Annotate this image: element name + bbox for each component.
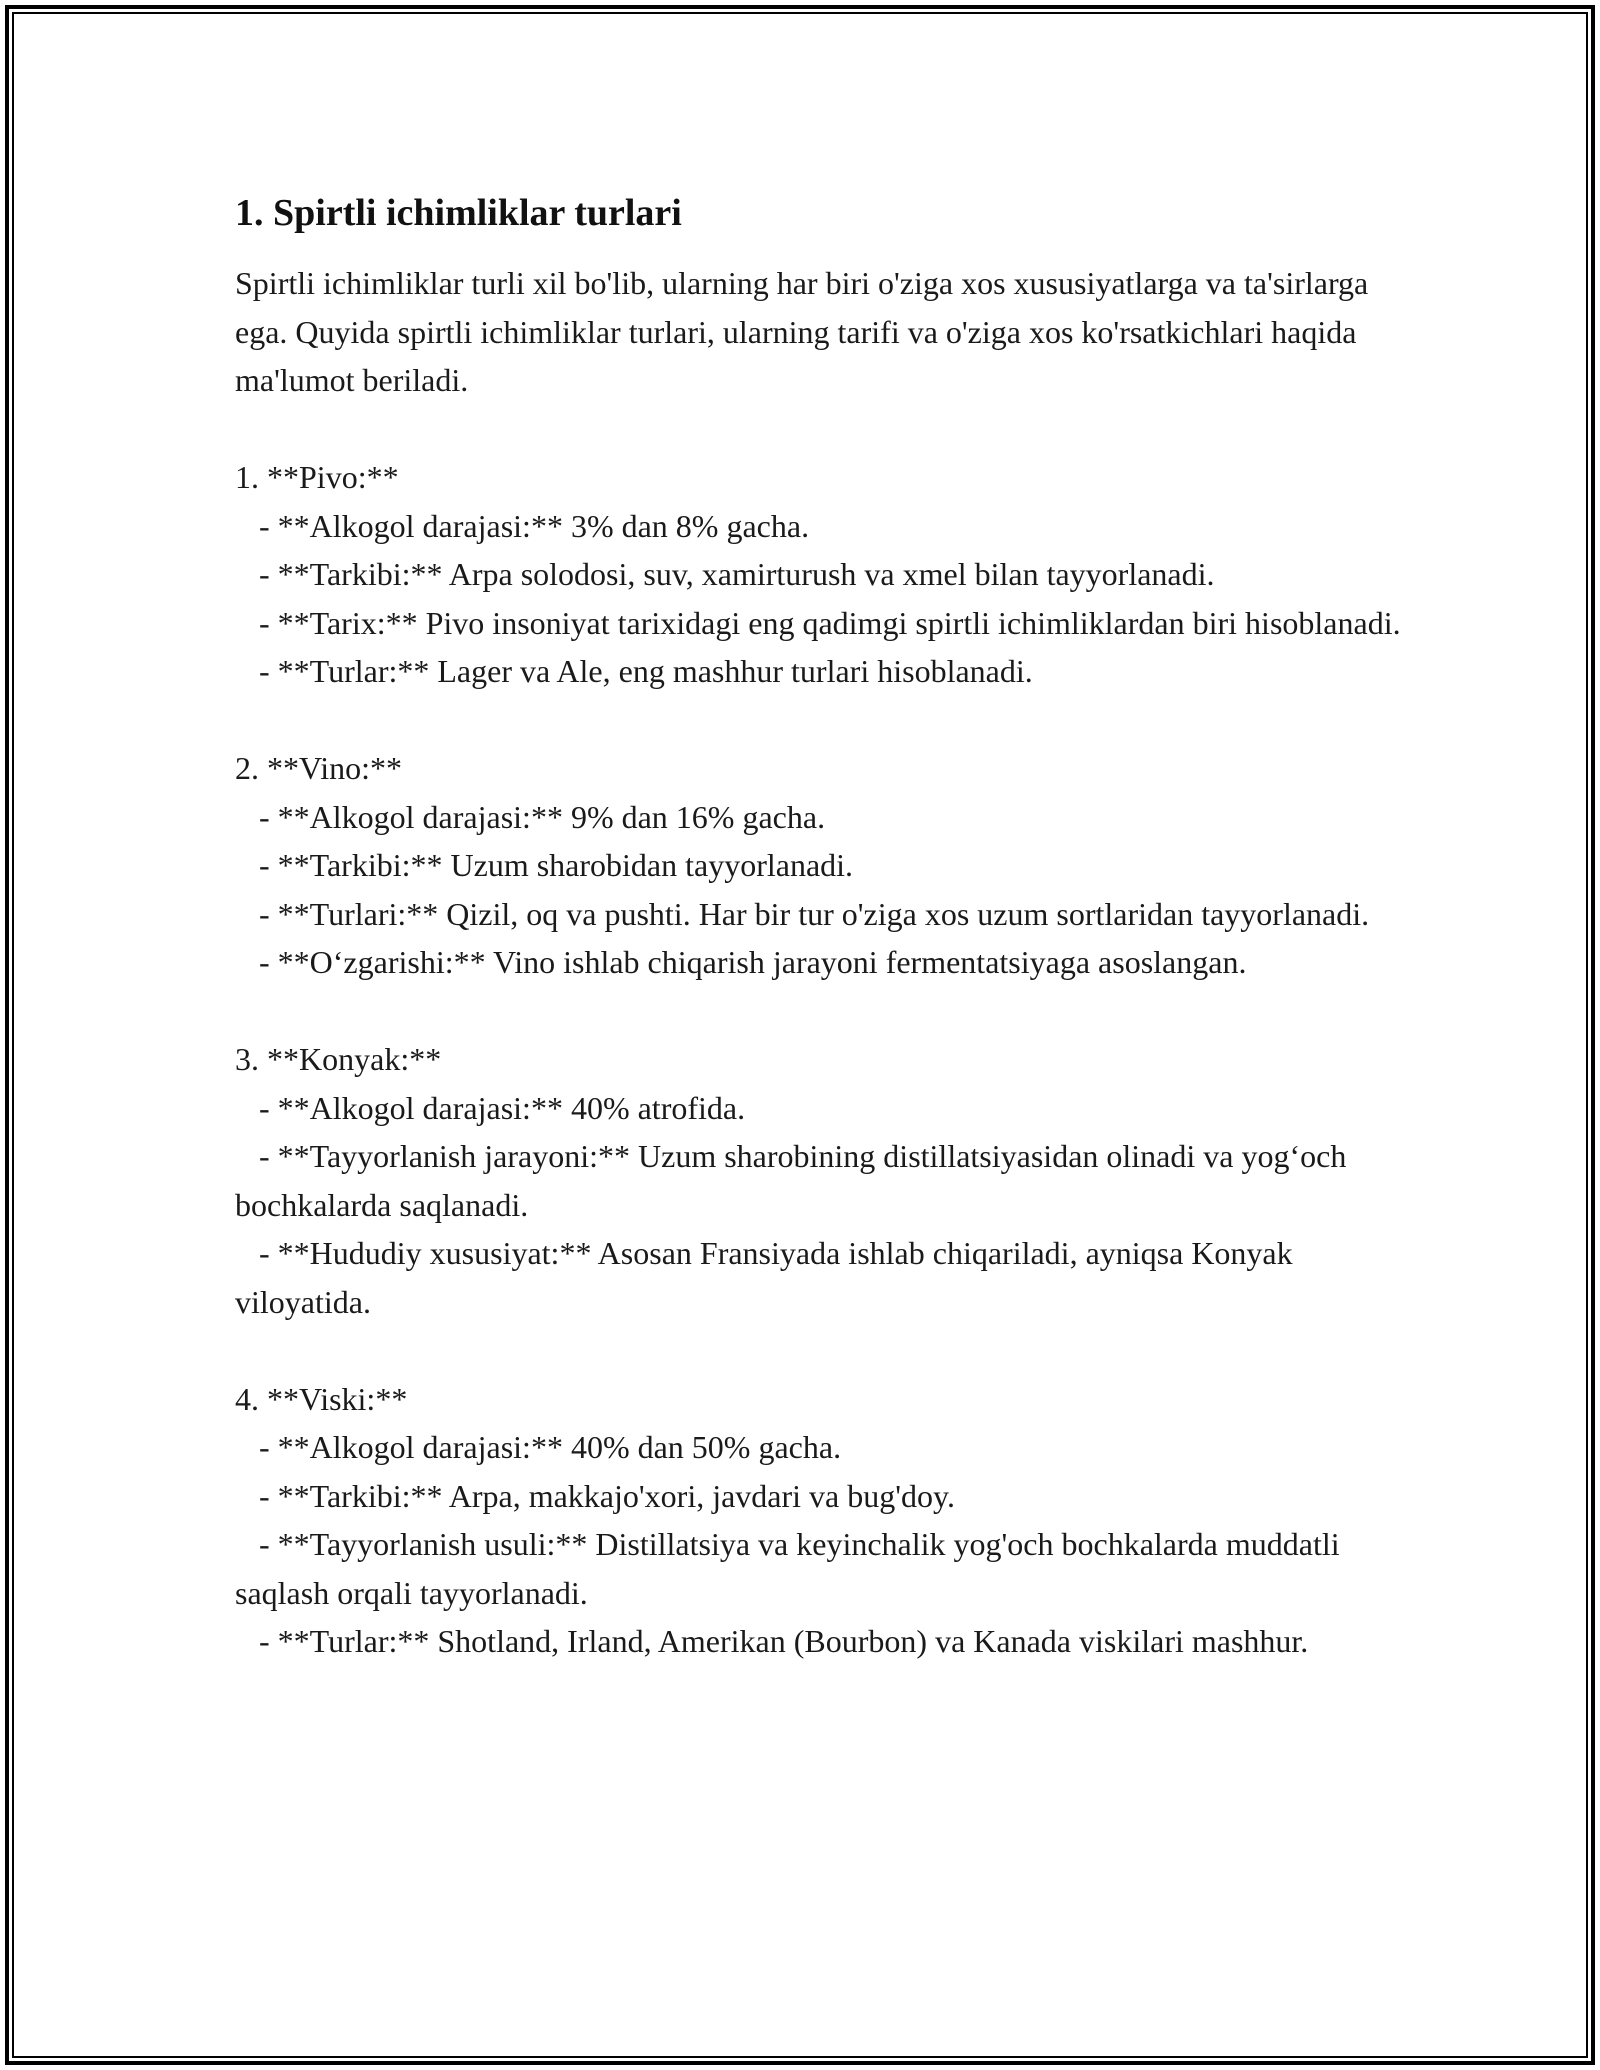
item-line: - **Alkogol darajasi:** 9% dan 16% gacha. [235, 798, 826, 835]
list-item-vino [235, 744, 1405, 987]
item-line: - **Alkogol darajasi:** 40% dan 50% gacha. [235, 1429, 842, 1465]
item-line: - **Hududiy xususiyat:** Asosan Fransiyada ishlab chiqariladi, ayniqsa Konyak viloyatida. [235, 1235, 1301, 1320]
item-line: - **Alkogol darajasi:** 3% dan 8% gacha. [235, 507, 810, 544]
item-line: - **O‘zgarishi:** Vino ishlab chiqarish jarayoni fermentatsiyaga asoslangan. [235, 944, 1247, 980]
list-item-konyak [235, 1035, 1405, 1326]
item-title: 1. **Pivo:** [235, 459, 399, 495]
item-line: - **Tarkibi:** Arpa solodosi, suv, xamirturush va xmel bilan tayyorlanadi. [235, 556, 1215, 592]
list-item-viski [235, 1375, 1405, 1666]
list-item-pivo [235, 453, 1405, 696]
item-line: - **Tarkibi:** Arpa, makkajo'xori, javdari va bug'doy. [235, 1477, 955, 1514]
item-line: - **Turlar:** Lager va Ale, eng mashhur turlari hisoblanadi. [235, 653, 1033, 689]
item-line: - **Tarix:** Pivo insoniyat tarixidagi eng qadimgi spirtli ichimliklardan biri hisoblanadi. [235, 604, 1401, 641]
item-title: 4. **Viski:** [235, 1380, 408, 1417]
section-heading: 1. Spirtli ichimliklar turlari [235, 192, 682, 234]
item-line: - **Turlari:** Qizil, oq va pushti. Har bir tur o'ziga xos uzum sortlaridan tayyorlanadi. [235, 895, 1370, 932]
item-line: - **Alkogol darajasi:** 40% atrofida. [235, 1089, 746, 1126]
item-line: - **Turlar:** Shotland, Irland, Amerikan (Bourbon) va Kanada viskilari mashhur. [235, 1623, 1309, 1659]
item-title: 3. **Konyak:** [235, 1041, 442, 1077]
intro-paragraph: Spirtli ichimliklar turli xil bo'lib, ularning har biri o'ziga xos xususiyatlarga va ta'sirlarga ega. Quyida spirtli ichimliklar turlari, ularning tarifi va o'ziga xos ko'rsatkichlari haqida ma'lumot beriladi. [235, 265, 1369, 398]
item-title: 2. **Vino:** [235, 750, 402, 786]
item-line: - **Tayyorlanish jarayoni:** Uzum sharobining distillatsiyasidan olinadi va yog‘och bochkalarda saqlanadi. [235, 1138, 1355, 1223]
item-line: - **Tarkibi:** Uzum sharobidan tayyorlanadi. [235, 847, 854, 883]
document-page [235, 185, 1405, 1666]
item-line: - **Tayyorlanish usuli:** Distillatsiya va keyinchalik yog'och bochkalarda muddatli saqlash orqali tayyorlanadi. [235, 1526, 1348, 1611]
